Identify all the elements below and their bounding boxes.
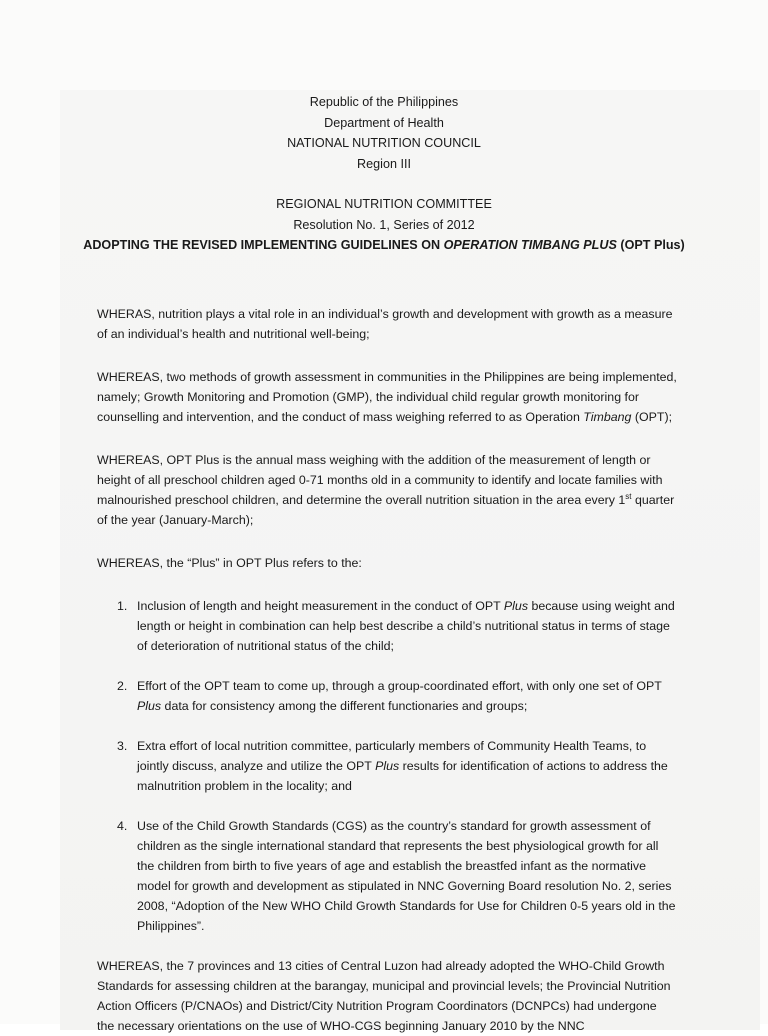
- list-item-text: Inclusion of length and height measurement in the conduct of OPT: [137, 599, 504, 613]
- header-region: Region III: [357, 156, 411, 171]
- title-emphasis: OPERATION TIMBANG PLUS: [443, 238, 617, 252]
- whereas-paragraph-5: WHEREAS, the 7 provinces and 13 cities of Central Luzon had already adopted the WHO-Child Growth Standards for assessing children at the barangay, municipal and provincial levels; the Provincial Nutrition Action Officers (P/CNAOs) and District/City Nutrition Program Coordinators (DCNPCs) had undergone the necessary orientations on the use of WHO-CGS beginning January 2010 by the NNC: [97, 959, 671, 1033]
- p3-text: WHEREAS, OPT Plus is the annual mass weighing with the addition of the measurement of length or height of all preschool children aged 0-71 months old in a community to identify and locate families with malnourished preschool children, and determine the overall nutrition situation in the area every 1: [97, 453, 663, 507]
- list-item-number: 1.: [117, 599, 128, 613]
- list-item-emphasis: Plus: [137, 699, 162, 713]
- whereas-paragraph-2: [97, 367, 677, 427]
- header-committee: REGIONAL NUTRITION COMMITTEE: [276, 197, 492, 211]
- list-item: [97, 736, 677, 796]
- list-item: [97, 816, 677, 936]
- header-council: NATIONAL NUTRITION COUNCIL: [287, 136, 481, 150]
- resolution-title: [0, 235, 768, 256]
- list-item-text: Use of the Child Growth Standards (CGS) as the country’s standard for growth assessment of children as the single international standard that represents the best physiological growth for all the children from birth to five years of age and establish the breastfed infant as the normative model for growth and development as stipulated in NNC Governing Board resolution No. 2, series 2008, “Adoption of the New WHO Child Growth Standards for Use for Children 0-5 years old in the Philippines”.: [137, 819, 676, 933]
- list-item: [97, 596, 677, 656]
- document-header: [0, 92, 768, 256]
- p2-text: WHEREAS, two methods of growth assessment in communities in the Philippines are being implemented, namely; Growth Monitoring and Promotion (GMP), the individual child regular growth monitoring for counselling and intervention, and the conduct of mass weighing referred to as Operation: [97, 370, 677, 424]
- p3-superscript: st: [625, 491, 632, 501]
- list-item-number: 4.: [117, 819, 128, 833]
- p3-end: quarter of the year (January-March);: [97, 493, 675, 527]
- header-spacer: [0, 174, 768, 194]
- document-body: [97, 304, 677, 1036]
- list-item-text-end: data for consistency among the different functionaries and groups;: [161, 699, 528, 713]
- header-department: Department of Health: [324, 115, 444, 130]
- list-item-number: 2.: [117, 679, 128, 693]
- list-item: [97, 676, 677, 716]
- list-item-emphasis: Plus: [375, 759, 400, 773]
- p2-end: (OPT);: [631, 410, 673, 424]
- p2-emphasis: Timbang: [583, 410, 632, 424]
- list-item-text: Effort of the OPT team to come up, through a group-coordinated effort, with only one set of OPT: [137, 679, 662, 693]
- list-item-number: 3.: [117, 739, 128, 753]
- whereas-paragraph-3: [97, 450, 677, 530]
- whereas-paragraph-4: WHEREAS, the “Plus” in OPT Plus refers to the:: [97, 556, 362, 570]
- plus-items-list: [97, 596, 677, 936]
- list-item-text: Extra effort of local nutrition committee, particularly members of Community Health Teams, to jointly discuss, analyze and utilize the OPT: [137, 739, 647, 773]
- list-item-text-end: because using weight and length or height in combination can help best describe a child’s nutritional status in terms of stage of deterioration of nutritional status of the child;: [137, 599, 675, 653]
- header-country: Republic of the Philippines: [309, 95, 459, 109]
- resolution-number: Resolution No. 1, Series of 2012: [293, 217, 475, 232]
- title-suffix: (OPT Plus): [616, 238, 685, 252]
- whereas-paragraph-1: WHERAS, nutrition plays a vital role in an individual’s growth and development with growth as a measure of an individual’s health and nutritional well-being;: [97, 307, 673, 341]
- list-item-text-end: results for identification of actions to address the malnutrition problem in the locality; and: [137, 759, 668, 793]
- title-prefix: ADOPTING THE REVISED IMPLEMENTING GUIDELINES ON: [83, 238, 444, 252]
- list-item-emphasis: Plus: [503, 599, 529, 613]
